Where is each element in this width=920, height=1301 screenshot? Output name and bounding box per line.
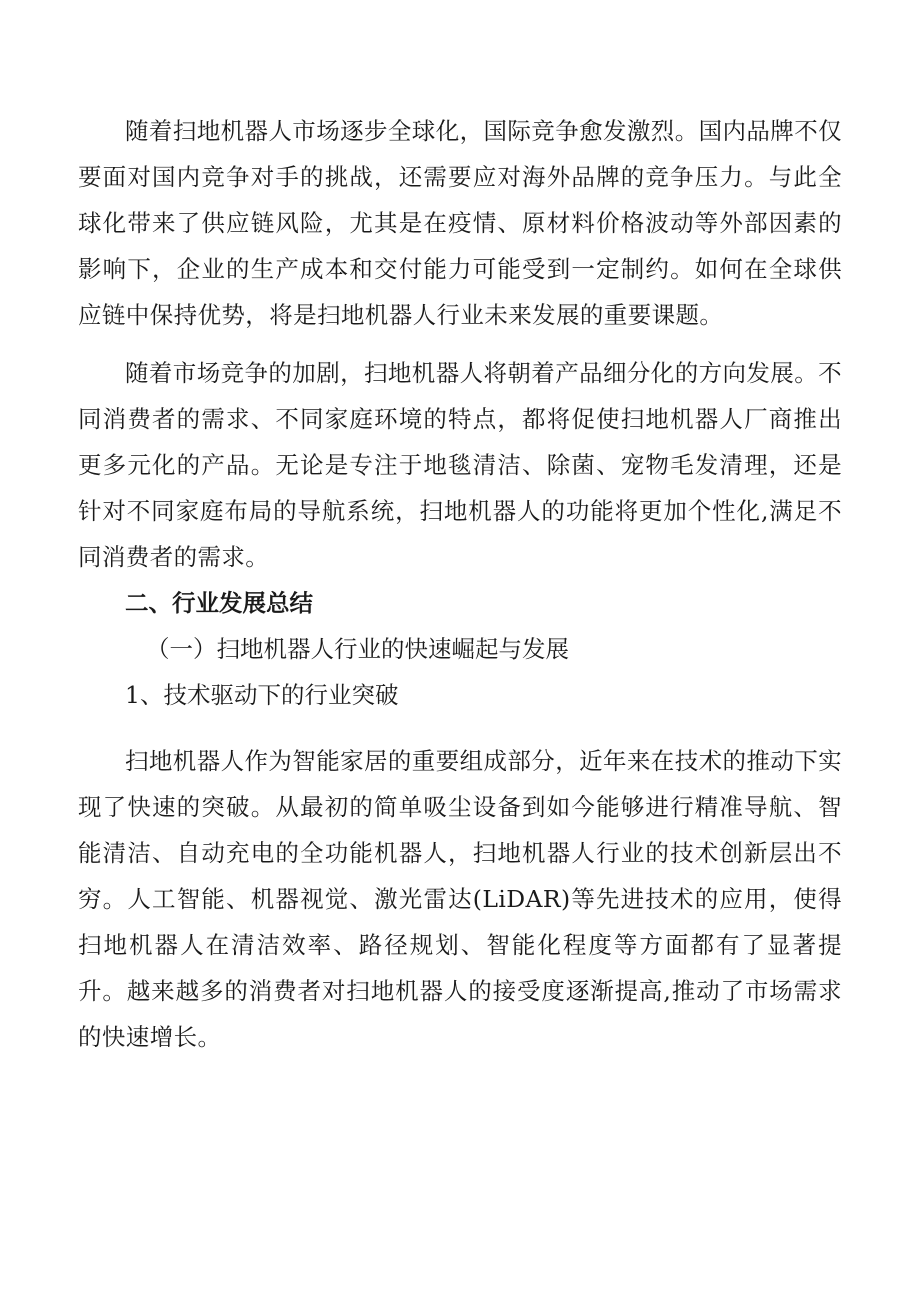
paragraph-segmentation: 随着市场竞争的加剧，扫地机器人将朝着产品细分化的方向发展。不同消费者的需求、不同家庭环境的特点，都将促使扫地机器人厂商推出更多元化的产品。无论是专注于地毯清洁、除菌、宠物毛发清理，还是针对不同家庭布局的导航系统，扫地机器人的功能将更加个性化,满足不同消费者的需求。 (78, 359, 842, 571)
paragraph-globalization: 随着扫地机器人市场逐步全球化，国际竞争愈发激烈。国内品牌不仅要面对国内竞争对手的挑战，还需要应对海外品牌的竞争压力。与此全球化带来了供应链风险，尤其是在疫情、原材料价格波动等外部因素的影响下，企业的生产成本和交付能力可能受到一定制约。如何在全球供应链中保持优势，将是扫地机器人行业未来发展的重要课题。 (78, 117, 842, 329)
section-heading: 二、行业发展总结 (125, 589, 313, 617)
item-heading: 1、技术驱动下的行业突破 (125, 681, 399, 709)
document-page (78, 108, 842, 1060)
paragraph-technology: 扫地机器人作为智能家居的重要组成部分，近年来在技术的推动下实现了快速的突破。从最初的简单吸尘设备到如今能够进行精准导航、智能清洁、自动充电的全功能机器人，扫地机器人行业的技术创新层出不穷。人工智能、机器视觉、激光雷达(LiDAR)等先进技术的应用，使得扫地机器人在清洁效率、路径规划、智能化程度等方面都有了显著提升。越来越多的消费者对扫地机器人的接受度逐渐提高,推动了市场需求的快速增长。 (78, 747, 842, 1051)
subsection-heading: （一）扫地机器人行业的快速崛起与发展 (146, 635, 569, 663)
